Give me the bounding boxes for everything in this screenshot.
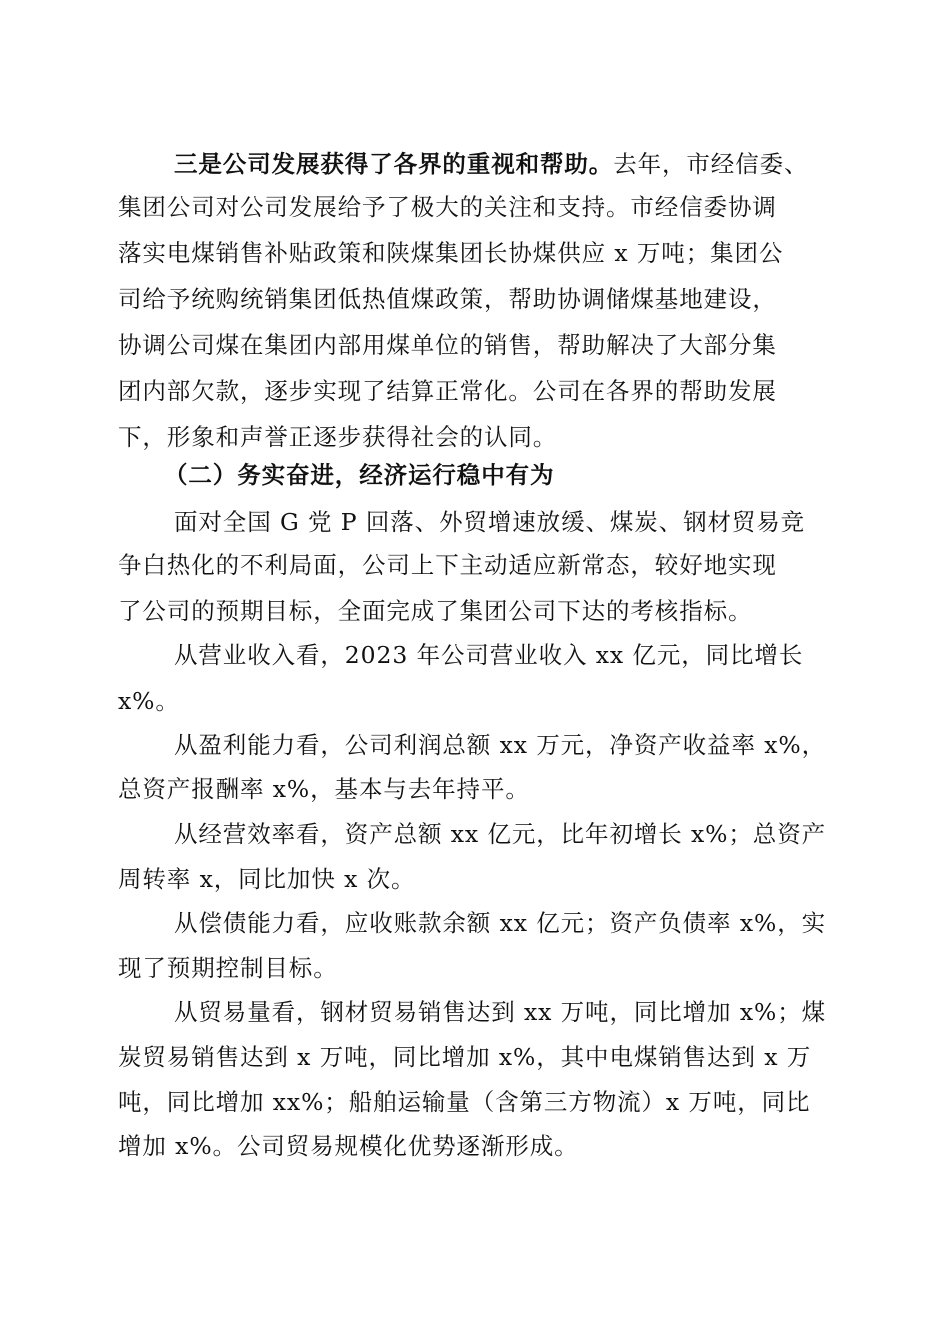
paragraph-1-line-1: [174, 149, 808, 179]
paragraph-7-line-3: 吨，同比增加 xx%；船舶运输量（含第三方物流）x 万吨，同比: [118, 1088, 811, 1116]
paragraph-2-line-1: 面对全国 G 党 P 回落、外贸增速放缓、煤炭、钢材贸易竞: [174, 508, 806, 536]
paragraph-5-line-1: 从经营效率看，资产总额 xx 亿元，比年初增长 x%；总资产: [174, 820, 826, 848]
paragraph-1-line-4: 司给予统购统销集团低热值煤政策，帮助协调储煤基地建设，: [118, 285, 777, 313]
paragraph-7-line-4: 增加 x%。公司贸易规模化优势逐渐形成。: [118, 1132, 579, 1160]
paragraph-4-line-2: 总资产报酬率 x%，基本与去年持平。: [118, 775, 530, 803]
paragraph-5-line-2: 周转率 x，同比加快 x 次。: [118, 865, 416, 893]
paragraph-2-line-2: 争白热化的不利局面，公司上下主动适应新常态，较好地实现: [118, 551, 777, 579]
paragraph-6-line-2: 现了预期控制目标。: [118, 954, 338, 982]
paragraph-6-line-1: 从偿债能力看，应收账款余额 xx 亿元；资产负债率 x%，实: [174, 909, 826, 937]
paragraph-3-line-2: x%。: [118, 687, 180, 715]
paragraph-7-line-2: 炭贸易销售达到 x 万吨，同比增加 x%，其中电煤销售达到 x 万: [118, 1043, 812, 1071]
paragraph-1-lead-sentence: 三是公司发展获得了各界的重视和帮助。: [174, 150, 614, 178]
paragraph-1-line-7: 下，形象和声誉正逐步获得社会的认同。: [118, 423, 558, 451]
paragraph-4-line-1: 从盈利能力看，公司利润总额 xx 万元，净资产收益率 x%，: [174, 731, 826, 759]
paragraph-2-line-3: 了公司的预期目标，全面完成了集团公司下达的考核指标。: [118, 597, 753, 625]
paragraph-1-line-5: 协调公司煤在集团内部用煤单位的销售，帮助解决了大部分集: [118, 331, 777, 359]
paragraph-1-line-1-tail: 去年，市经信委、: [613, 150, 809, 178]
paragraph-1-line-6: 团内部欠款，逐步实现了结算正常化。公司在各界的帮助发展: [118, 377, 777, 405]
paragraph-1-line-3: 落实电煤销售补贴政策和陕煤集团长协煤供应 x 万吨；集团公: [118, 239, 784, 267]
paragraph-1-line-2: 集团公司对公司发展给予了极大的关注和支持。市经信委协调: [118, 193, 777, 221]
paragraph-7-line-1: 从贸易量看，钢材贸易销售达到 xx 万吨，同比增加 x%；煤: [174, 998, 826, 1026]
paragraph-3-line-1: 从营业收入看，2023 年公司营业收入 xx 亿元，同比增长: [174, 641, 804, 669]
section-heading: （二）务实奋进，经济运行稳中有为: [164, 461, 555, 489]
